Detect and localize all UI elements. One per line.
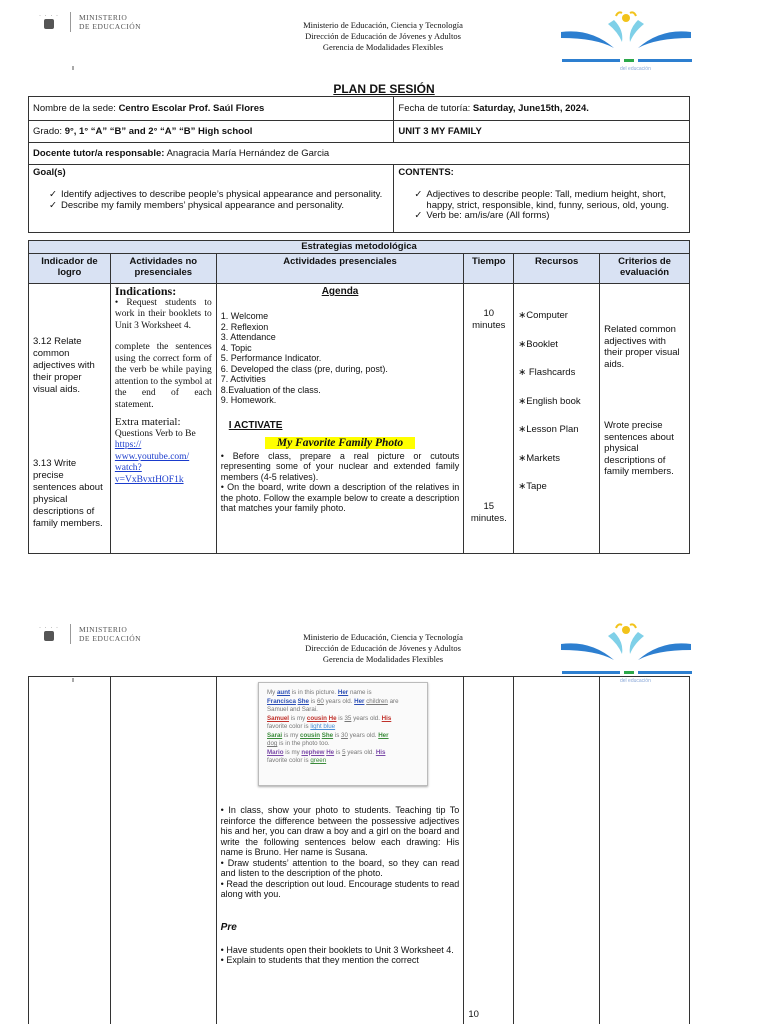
sede-label: Nombre de la sede:: [33, 103, 116, 114]
p2-time: 10: [468, 1009, 479, 1020]
grado-cell: [29, 121, 394, 143]
ministry-logo-line2: DE EDUCACIÓN: [79, 22, 142, 31]
agenda-item: 4. Topic: [220, 342, 252, 353]
content-item: ✓ Verb be: am/is/are (All forms): [414, 210, 550, 221]
goals-cell: [29, 165, 394, 233]
agenda-item: 7. Activities: [220, 374, 266, 384]
indicator-cell-cont: [29, 677, 111, 1024]
sede-value: Centro Escolar Prof. Saúl Flores: [118, 103, 265, 114]
criteria-cell-cont: [600, 677, 690, 1024]
header-line3: Gerencia de Modalidades Flexibles: [322, 42, 444, 52]
col-criterios: Criterios de evaluación: [600, 254, 690, 284]
criteria-cell: [600, 284, 690, 554]
ministry-logo: [38, 624, 141, 644]
indicator-3-13: 3.13 Write precise sentences about physical descriptions of family members.: [33, 458, 103, 529]
resource-item: ∗ Flashcards: [518, 367, 576, 378]
wave-logo-icon: [556, 10, 696, 70]
resources-cell-cont: [514, 677, 600, 1024]
resource-item: ∗Computer: [518, 310, 568, 321]
header-line2: Dirección de Educación de Jóvenes y Adultos: [305, 643, 461, 653]
agenda-item: 1. Welcome: [220, 311, 269, 321]
fecha-label: Fecha de tutoría:: [398, 103, 471, 114]
info-table: [28, 96, 690, 233]
sede-cell: [29, 97, 394, 121]
page1-header: [0, 0, 768, 80]
page-title-text: PLAN DE SESIÓN: [333, 82, 435, 96]
header-center-text: [230, 632, 536, 665]
p2-para1: • In class, show your photo to students. Teaching tip To reinforce the difference between the possessive adjectives his and her, you can draw a boy and a girl on the board and write the following sentences below each drawing: His name is Bruno. Her name is Susana.: [220, 805, 460, 857]
ministry-logo: [38, 12, 141, 32]
agenda-item: 5. Performance Indicator.: [220, 353, 322, 363]
extra-text: Questions Verb to Be: [114, 428, 196, 439]
indications-title: Indications:: [114, 284, 177, 298]
agenda-item: 2. Reflexion: [220, 321, 269, 332]
wave-logo-caption: del educación: [620, 678, 651, 684]
col-presenciales: Actividades presenciales: [216, 254, 464, 284]
agenda-item: 9. Homework.: [220, 395, 277, 405]
docente-value: Anagracia María Hernández de Garcia: [166, 148, 330, 159]
resources-cell: [514, 284, 600, 554]
col-indicador: Indicador de logro: [29, 254, 111, 284]
ministry-logo-line2: DE EDUCACIÓN: [79, 634, 142, 643]
family-description-image: My aunt is in this picture. Her name is Francisca She is 60 years old. Her children are Samuel and Sarai. Samuel is my cousin He is 35 years old. His favorite color is light blue Sarai is my cousin She is 30 years old. Her dog is in the photo too. Mario is my nephew He is 5 years old. His favorite color is green: [258, 682, 428, 786]
indicator-cell: [29, 284, 111, 554]
indicator-3-12: 3.12 Relate common adjectives with their proper visual aids.: [33, 336, 95, 395]
resources-list: [518, 310, 595, 493]
header-mark: [72, 66, 74, 70]
checkmark-icon: ✓: [49, 189, 57, 200]
pre-title: Pre: [220, 921, 237, 933]
youtube-link[interactable]: https:// www.youtube.com/ watch? v=VxBvxtHOF1k: [114, 440, 190, 485]
strategies-table: [28, 240, 690, 554]
favorite-photo-title: My Favorite Family Photo: [265, 437, 415, 449]
p2-para2: • Draw students’ attention to the board, so they can read and listen to the description of the photo.: [220, 857, 460, 878]
ministry-logo-line1: MINISTERIO: [79, 625, 128, 634]
indications-text1: • Request students to work in their booklets to Unit 3 Worksheet 4.: [114, 297, 212, 331]
time-cell: [464, 284, 514, 554]
wave-logo-icon: [556, 622, 696, 682]
wave-logo-caption: del educación: [620, 66, 651, 72]
fecha-cell: [394, 97, 690, 121]
p2-para5: • Explain to students that they mention the correct: [220, 955, 419, 965]
time-cell-cont: [464, 677, 514, 1024]
resource-item: ∗Lesson Plan: [518, 424, 579, 435]
presential-cell: [216, 284, 464, 554]
fecha-value: Saturday, June15th, 2024.: [472, 103, 589, 114]
criterion-1: Related common adjectives with their proper visual aids.: [604, 324, 680, 370]
contents-list: [398, 190, 685, 222]
grado-value: 9°, 1° “A” “B” and 2° “A” “B” High school: [64, 126, 253, 137]
goal-item: ✓ Describe my family members’ physical appearance and personality.: [49, 199, 345, 211]
ministry-seal-icon: · · · ·: [38, 625, 60, 643]
col-no-presenciales: Actividades no presenciales: [110, 254, 216, 284]
header-center-text: [230, 20, 536, 53]
resource-item: ∗Booklet: [518, 338, 558, 350]
indications-text2: complete the sentences using the correct form of the verb be while paying attention to the symbol at the end of each statement.: [114, 342, 212, 410]
activate-title: I ACTIVATE: [228, 419, 283, 431]
header-line3: Gerencia de Modalidades Flexibles: [322, 654, 444, 664]
checkmark-icon: ✓: [49, 199, 57, 211]
agenda-item: 6. Developed the class (pre, during, post).: [220, 363, 388, 374]
unit-cell: UNIT 3 MY FAMILY: [394, 121, 690, 143]
header-line1: Ministerio de Educación, Ciencia y Tecnología: [303, 20, 463, 30]
resource-item: ∗Tape: [518, 481, 547, 492]
agenda-item: 3. Attendance: [220, 332, 276, 342]
non-presential-cell-cont: [110, 677, 216, 1024]
ministry-logo-line1: MINISTERIO: [79, 13, 128, 22]
checkmark-icon: ✓: [414, 210, 423, 221]
header-line1: Ministerio de Educación, Ciencia y Tecnología: [303, 632, 463, 642]
col-tiempo: Tiempo: [464, 254, 514, 284]
col-recursos: Recursos: [514, 254, 600, 284]
grado-label: Grado:: [33, 126, 63, 137]
non-presential-cell: [110, 284, 216, 554]
time-1: 10 minutes: [472, 308, 506, 331]
goals-label: Goal(s): [33, 167, 66, 178]
agenda-item: 8.Evaluation of the class.: [220, 384, 321, 395]
goal-item: ✓ Identify adjectives to describe people’s physical appearance and personality.: [49, 189, 383, 200]
docente-label: Docente tutor/a responsable:: [33, 148, 165, 159]
page-title: [0, 82, 768, 96]
checkmark-icon: ✓: [414, 189, 423, 200]
ministry-seal-icon: · · · ·: [38, 13, 60, 31]
content-item: ✓ Adjectives to describe people: Tall, medium height, short, happy, strict, responsible, kind, funny, serious, old, young.: [414, 189, 669, 211]
contents-label: CONTENTS:: [398, 167, 454, 178]
header-line2: Dirección de Educación de Jóvenes y Adultos: [305, 31, 461, 41]
goals-list: [33, 190, 389, 211]
agenda-title: Agenda: [321, 286, 359, 297]
p2-para3: • Read the description out loud. Encourage students to read along with you.: [220, 878, 460, 899]
time-2: 15 minutes.: [470, 501, 507, 524]
docente-cell: [29, 143, 690, 165]
presential-para1: • Before class, prepare a real picture or cutouts representing some of your nuclear and extended family members (4-5 relatives).: [220, 450, 460, 482]
resource-item: ∗Markets: [518, 452, 561, 464]
resource-item: ∗English book: [518, 395, 581, 407]
contents-cell: [394, 165, 690, 233]
strategies-title: Estrategias metodológica: [29, 241, 690, 254]
extra-title: Extra material:: [114, 416, 181, 428]
agenda-list: [221, 311, 460, 406]
p2-para4: • Have students open their booklets to Unit 3 Worksheet 4.: [220, 944, 454, 955]
presential-para2: • On the board, write down a description of the relatives in the photo. Follow the example below to create a description that matches your family photo.: [220, 482, 460, 513]
criterion-2: Wrote precise sentences about physical descriptions of family members.: [604, 420, 674, 477]
